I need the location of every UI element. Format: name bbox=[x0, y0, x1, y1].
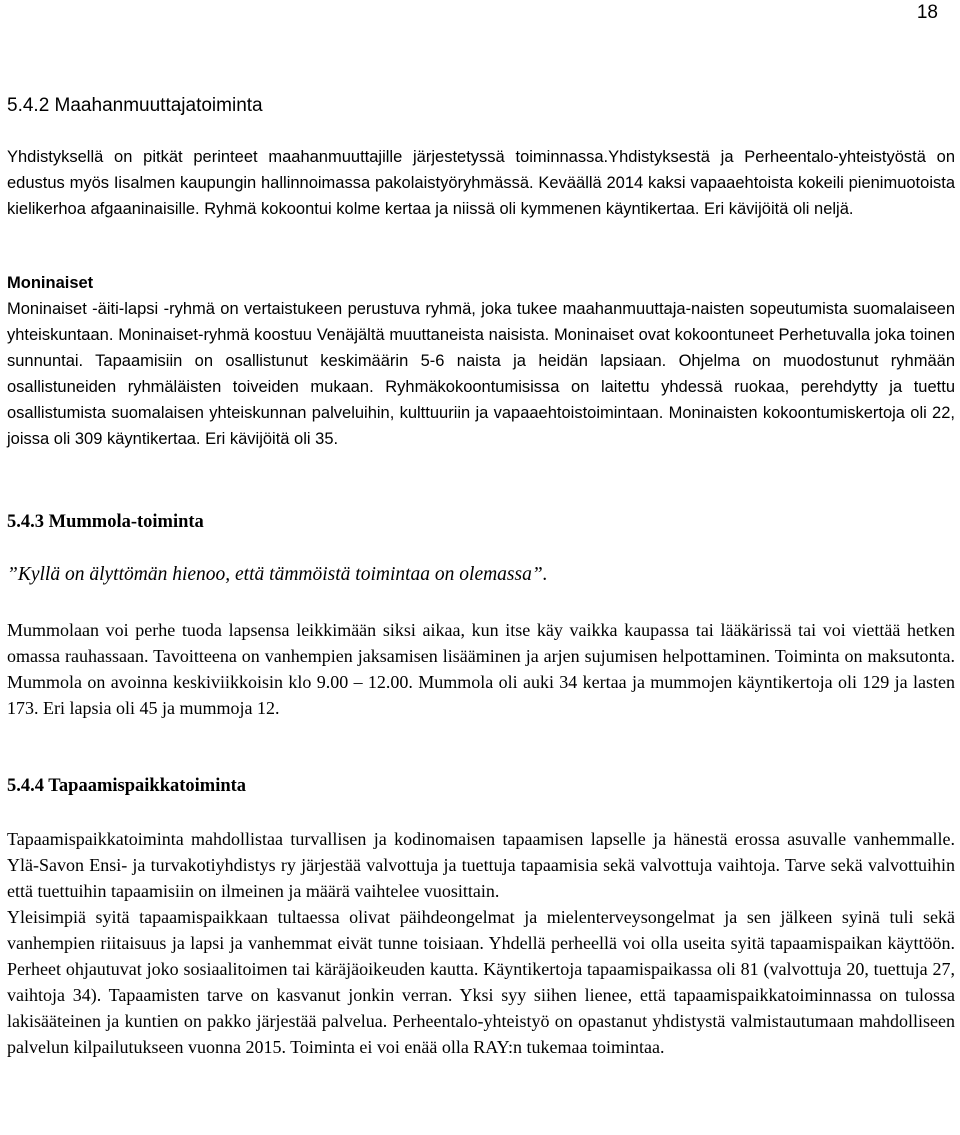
paragraph-moninaiset: Moninaiset -äiti-lapsi -ryhmä on vertaistukeen perustuva ryhmä, joka tukee maahanmuuttaja-naisten sopeutumista suomalaiseen yhteiskuntaan. Moninaiset-ryhmä koostuu Venäjältä muuttaneista naisista. Moninaiset ovat kokoontuneet Perhetuvalla joka toinen sunnuntai. Tapaamisiin on osallistunut keskimäärin 5-6 naista ja heidän lapsiaan. Ohjelma on muodostunut ryhmään osallistuneiden ryhmäläisten toiveiden mukaan. Ryhmäkokoontumisissa on laitettu yhdessä ruokaa, perehdytty ja tuettu osallistumista suomalaisen yhteiskunnan palveluihin, kulttuuriin ja vapaaehtoistoimintaan. Moninaisten kokoontumiskertoja oli 22, joissa oli 309 käyntikertaa. Eri kävijöitä oli 35. bbox=[7, 300, 955, 448]
mummola-quote: ”Kyllä on älyttömän hienoo, että tämmöistä toimintaa on olemassa”. bbox=[7, 564, 548, 585]
page-number: 18 bbox=[916, 2, 938, 23]
mummola-body bbox=[7, 617, 955, 721]
subsection-moninaiset bbox=[7, 270, 955, 452]
paragraph-mummola: Mummolaan voi perhe tuoda lapsensa leikkimään siksi aikaa, kun itse käy vaikka kaupassa tai lääkärissä tai voi viettää hetken omassa rauhassaan. Tavoitteena on vanhempien jaksamisen lisääminen ja arjen sujumisen helpottaminen. Toiminta on maksutonta. Mummola on avoinna keskiviikkoisin klo 9.00 – 12.00. Mummola oli auki 34 kertaa ja mummojen käyntikertoja oli 129 ja lasten 173. Eri lapsia oli 45 ja mummoja 12. bbox=[7, 620, 955, 718]
paragraph-tapaamispaikka-1: Tapaamispaikkatoiminta mahdollistaa turvallisen ja kodinomaisen tapaamisen lapselle ja hänestä erossa asuvalle vanhemmalle. Ylä-Savon Ensi- ja turvakotiyhdistys ry järjestää valvottuja ja tuettuja tapaamisia sekä valvottuja vaihtoja. Tarve sekä valvottuihin että tuettuihin tapaamisiin on ilmeinen ja määrä vaihtelee vuosittain. bbox=[7, 829, 955, 901]
section-tapaamispaikka bbox=[7, 773, 955, 799]
paragraph-yhdistys: Yhdistyksellä on pitkät perinteet maahanmuuttajille järjestetyssä toiminnassa.Yhdistyksestä ja Perheentalo-yhteistyöstä on edustus myös Iisalmen kaupungin hallinnoimassa pakolaistyöryhmässä. Keväällä 2014 kaksi vapaaehtoista kokeili pienimuotoista kielikerhoa afgaaninaisille. Ryhmä kokoontui kolme kertaa ja niissä oli kymmenen käyntikertaa. Eri kävijöitä oli neljä. bbox=[7, 148, 955, 218]
section-heading-maahanmuuttajatoiminta: 5.4.2 Maahanmuuttajatoiminta bbox=[7, 95, 263, 116]
section-maahanmuuttajatoiminta-body bbox=[7, 144, 955, 222]
mummola-quote-block bbox=[7, 561, 955, 589]
tapaamispaikka-body bbox=[7, 826, 955, 1060]
section-mummola bbox=[7, 509, 955, 535]
section-heading-tapaamispaikka: 5.4.4 Tapaamispaikkatoiminta bbox=[7, 776, 247, 796]
section-heading-mummola: 5.4.3 Mummola-toiminta bbox=[7, 512, 204, 532]
subheading-moninaiset: Moninaiset bbox=[7, 274, 94, 292]
paragraph-tapaamispaikka-2: Yleisimpiä syitä tapaamispaikkaan tultaessa olivat päihdeongelmat ja mielenterveysongelmat ja sen jälkeen syinä tuli sekä vanhempien riitaisuus ja lapsi ja vanhemmat eivät tunne toisiaan. Yhdellä perheellä voi olla useita syitä tapaamispaikan käyttöön. Perheet ohjautuvat joko sosiaalitoimen tai käräjäoikeuden kautta. Käyntikertoja tapaamispaikassa oli 81 (valvottuja 20, tuettuja 27, vaihtoja 34). Tapaamisten tarve on kasvanut jonkin verran. Yksi syy siihen lienee, että tapaamispaikkatoiminnassa on tulossa lakisääteinen ja kuntien on pakko järjestää palvelua. Perheentalo-yhteistyö on opastanut yhdistystä valmistautumaan mahdolliseen palvelun kilpailutukseen vuonna 2015. Toiminta ei voi enää olla RAY:n tukemaa toimintaa. bbox=[7, 907, 955, 1057]
